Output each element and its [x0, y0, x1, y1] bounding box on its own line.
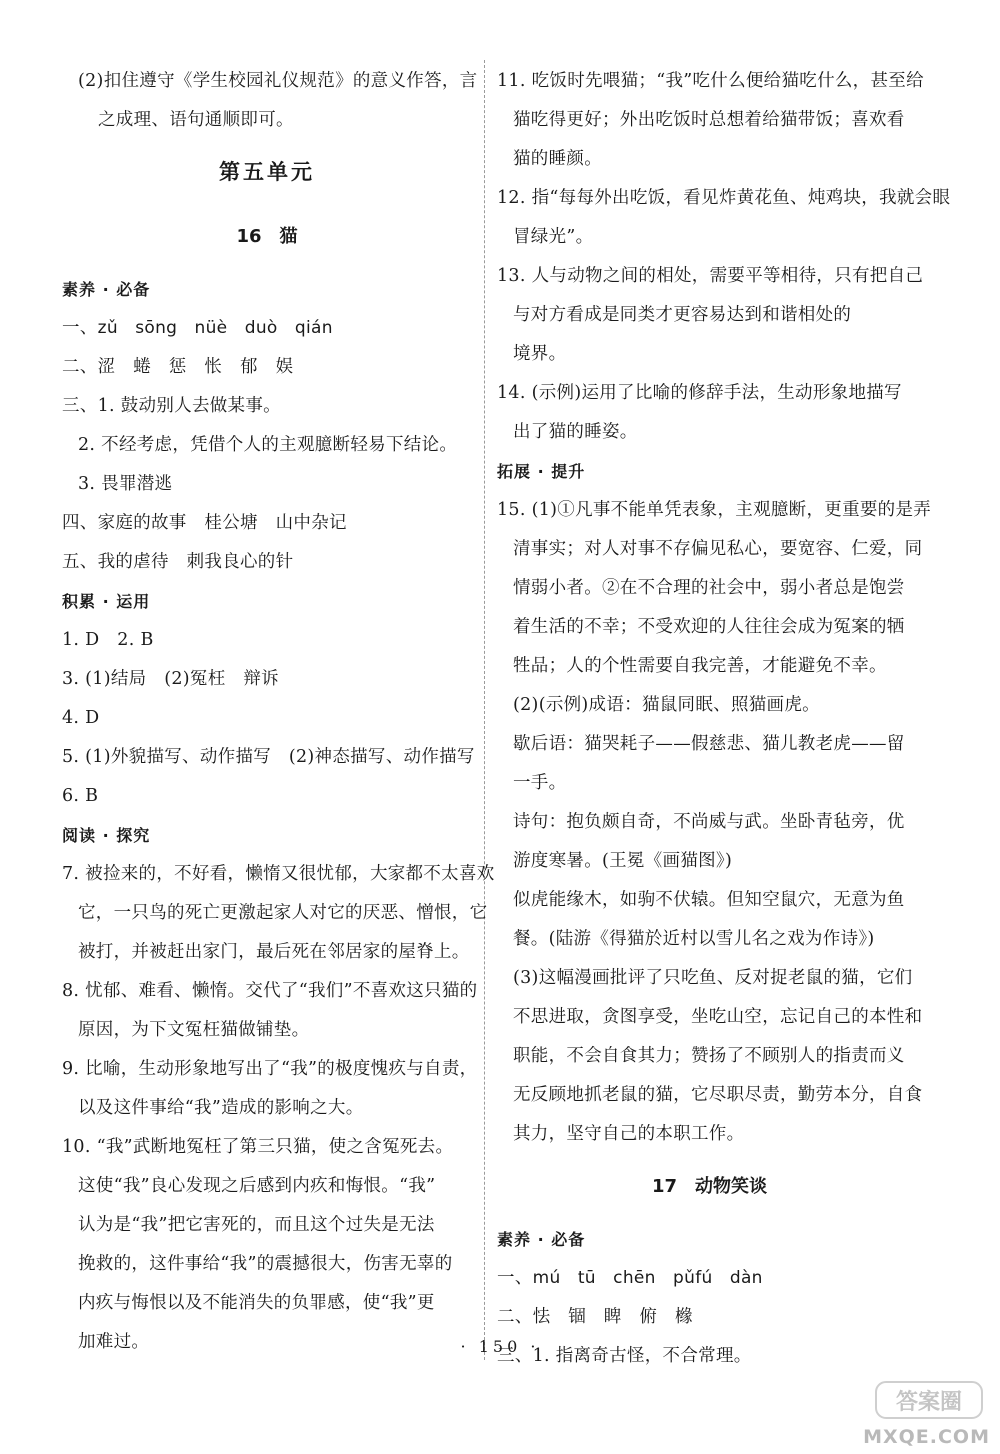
answer-line: 其力，坚守自己的本职工作。	[513, 1124, 745, 1144]
answer-line: 13. 人与动物之间的相处，需要平等相待，只有把自己	[497, 266, 924, 286]
answer-line: 它，一只鸟的死亡更激起家人对它的厌恶、憎恨，它	[78, 903, 488, 923]
answer-line: 9. 比喻，生动形象地写出了“我”的极度愧疚与自责，	[62, 1059, 478, 1079]
answer-line: 6. B	[62, 786, 99, 806]
answer-line: 猫的睡颜。	[513, 149, 602, 169]
answer-line: 诗句：抱负颇自奇，不尚威与武。坐卧青毡旁，优	[513, 812, 905, 832]
answer-label: 一、	[497, 1268, 533, 1288]
pinyin-answer: zǔ sōng nüè duò qián	[97, 318, 333, 338]
answer-line: 3. (1)结局 (2)冤枉 辩诉	[62, 669, 279, 689]
answer-line: 5. (1)外貌描写、动作描写 (2)神态描写、动作描写	[62, 747, 475, 767]
answer-line: 内疚与悔恨以及不能消失的负罪感，使“我”更	[78, 1293, 435, 1313]
answer-line	[62, 309, 472, 348]
answer-line: 2. 不经考虑，凭借个人的主观臆断轻易下结论。	[78, 435, 458, 455]
answer-line: 无反顾地抓老鼠的猫，它尽职尽责，勤劳本分，自食	[513, 1085, 923, 1105]
pinyin-answer: mú tū chēn pǔfú dàn	[532, 1268, 763, 1288]
answer-line: 不思进取，贪图享受，坐吃山空，忘记自己的本性和	[513, 1007, 923, 1027]
answer-line: 四、家庭的故事 桂公塘 山中杂记	[62, 513, 347, 533]
answer-line: 二、怯 锢 睥 俯 橼	[497, 1307, 693, 1327]
watermark-logo	[874, 1376, 984, 1422]
answer-line: 8. 忧郁、难看、懒惰。交代了“我们”不喜欢这只猫的	[62, 981, 478, 1001]
answer-line: 清事实；对人对事不存偏见私心，要宽容、仁爱，同	[513, 539, 923, 559]
answer-line: 二、涩 蜷 惩 怅 郁 娱	[62, 357, 294, 377]
answer-line: 一手。	[513, 773, 567, 793]
lesson-title: 17 动物笑谈	[651, 1176, 768, 1197]
answer-line: 15. (1)①凡事不能单凭表象，主观臆断，更重要的是弄	[497, 500, 932, 520]
unit-title: 第五单元	[219, 160, 315, 184]
answer-line: 14. (示例)运用了比喻的修辞手法，生动形象地描写	[497, 383, 902, 403]
answer-line: 1. D 2. B	[62, 630, 154, 650]
section-heading: 阅读 · 探究	[62, 826, 151, 845]
answer-line: (3)这幅漫画批评了只吃鱼、反对捉老鼠的猫，它们	[513, 968, 913, 988]
right-column	[497, 62, 951, 1376]
answer-line	[497, 1259, 922, 1298]
answer-line: 餐。(陆游《得猫於近村以雪儿名之戏为作诗》)	[513, 929, 875, 949]
answer-line: 冒绿光”。	[513, 227, 594, 247]
answer-line: 10. “我”武断地冤枉了第三只猫，使之含冤死去。	[62, 1137, 454, 1157]
answer-line: 猫吃得更好；外出吃饭时总想着给猫带饭；喜欢看	[513, 110, 905, 130]
answer-line: 12. 指“每每外出吃饭，看见炸黄花鱼、炖鸡块，我就会眼	[497, 188, 951, 208]
section-heading: 素养 · 必备	[497, 1230, 586, 1249]
answer-line: 加难过。	[78, 1332, 150, 1352]
answer-line: 三、1. 鼓动别人去做某事。	[62, 396, 281, 416]
answer-line: 挽救的，这件事给“我”的震撼很大，伤害无辜的	[78, 1254, 453, 1274]
answer-line: 这使“我”良心发现之后感到内疚和悔恨。“我”	[78, 1176, 436, 1196]
page-number: · 150 ·	[460, 1337, 540, 1356]
answer-line: 认为是“我”把它害死的，而且这个过失是无法	[78, 1215, 435, 1235]
left-column	[62, 62, 495, 1362]
answer-line: 出了猫的睡姿。	[513, 422, 638, 442]
answer-line: 以及这件事给“我”造成的影响之大。	[78, 1098, 364, 1118]
answer-line: 被打，并被赶出家门，最后死在邻居家的屋脊上。	[78, 942, 470, 962]
answer-line: 3. 畏罪潜逃	[78, 474, 173, 494]
answer-line: 三、1. 指离奇古怪，不合常理。	[497, 1346, 752, 1366]
answer-line: 歇后语：猫哭耗子——假慈悲、猫儿教老虎——留	[513, 734, 905, 754]
watermark-logo-text: 答案圈	[895, 1390, 963, 1415]
answer-line: 五、我的虐待 刺我良心的针	[62, 552, 294, 572]
text-line: 之成理、语句通顺即可。	[98, 110, 294, 130]
section-heading: 拓展 · 提升	[497, 462, 586, 481]
watermark-text: MXQE.COM	[863, 1426, 990, 1448]
answer-line: (2)(示例)成语：猫鼠同眠、照猫画虎。	[513, 695, 820, 715]
answer-line: 游度寒暑。(王冕《画猫图》)	[513, 851, 733, 871]
answer-line: 11. 吃饭时先喂猫；“我”吃什么便给猫吃什么，甚至给	[497, 71, 924, 91]
answer-line: 4. D	[62, 708, 100, 728]
answer-line: 境界。	[513, 344, 567, 364]
section-heading: 素养 · 必备	[62, 280, 151, 299]
answer-label: 一、	[62, 318, 98, 338]
answer-line: 职能，不会自食其力；赞扬了不顾别人的指责而义	[513, 1046, 905, 1066]
column-divider	[484, 60, 485, 1360]
answer-line: 牲品；人的个性需要自我完善，才能避免不幸。	[513, 656, 887, 676]
section-heading: 积累 · 运用	[62, 592, 151, 611]
answer-line: 原因，为下文冤枉猫做铺垫。	[78, 1020, 310, 1040]
answer-line: 情弱小者。②在不合理的社会中，弱小者总是饱尝	[513, 578, 905, 598]
watermark	[863, 1376, 992, 1448]
answer-line: 与对方看成是同类才更容易达到和谐相处的	[513, 305, 852, 325]
answer-line: 似虎能缘木，如驹不伏辕。但知空鼠穴，无意为鱼	[513, 890, 905, 910]
lesson-title: 16 猫	[236, 226, 298, 247]
text-line: (2)扣住遵守《学生校园礼仪规范》的意义作答，言	[78, 71, 478, 91]
answer-line: 着生活的不幸；不受欢迎的人往往会成为冤案的牺	[513, 617, 905, 637]
answer-line: 7. 被捡来的，不好看，懒惰又很忧郁，大家都不太喜欢	[62, 864, 495, 884]
